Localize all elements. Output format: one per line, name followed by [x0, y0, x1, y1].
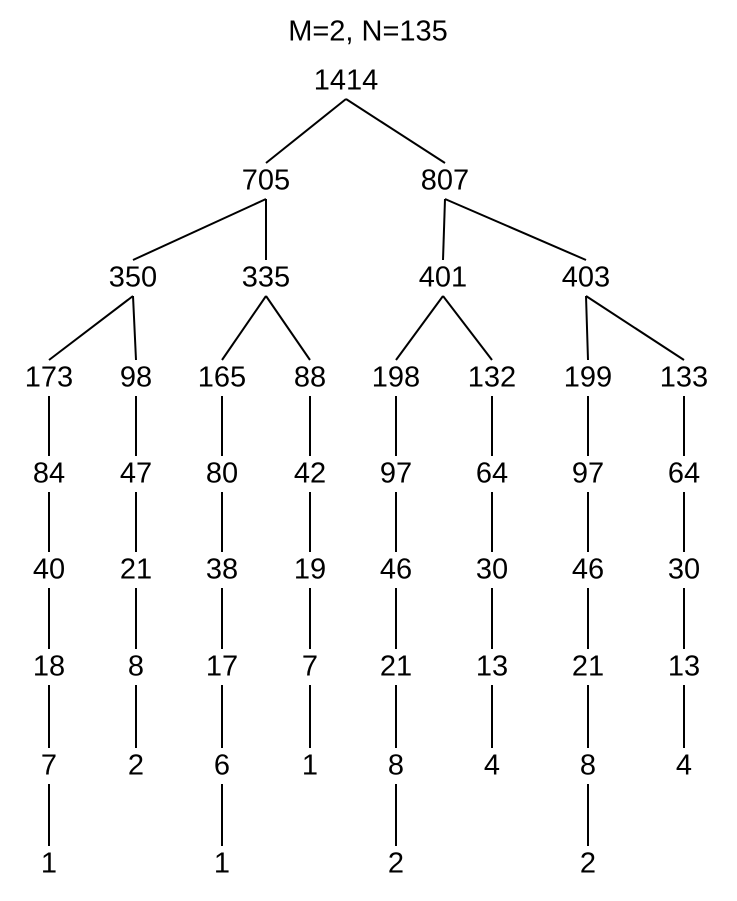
tree-node: 2 — [387, 847, 405, 880]
tree-node: 64 — [667, 457, 701, 490]
tree-node: 2 — [127, 749, 145, 782]
tree-node: 1414 — [313, 64, 379, 97]
tree-node: 17 — [205, 650, 239, 683]
tree-node: 198 — [371, 361, 421, 394]
tree-edge — [443, 199, 445, 260]
tree-node: 4 — [483, 749, 501, 782]
diagram-title: M=2, N=135 — [288, 15, 448, 48]
tree-edge — [49, 296, 133, 360]
tree-node: 2 — [579, 847, 597, 880]
tree-node: 165 — [197, 361, 247, 394]
tree-node: 6 — [213, 749, 231, 782]
tree-node: 18 — [32, 650, 66, 683]
tree-node: 88 — [293, 361, 327, 394]
tree-edge — [346, 99, 445, 163]
tree-node: 8 — [387, 749, 405, 782]
tree-edge — [266, 296, 310, 360]
tree-node: 97 — [379, 457, 413, 490]
tree-node: 133 — [659, 361, 709, 394]
tree-node: 1 — [301, 749, 319, 782]
tree-node: 7 — [301, 650, 319, 683]
tree-node: 807 — [420, 164, 470, 197]
tree-edge — [445, 199, 586, 260]
tree-edge — [133, 199, 266, 260]
tree-node: 19 — [293, 553, 327, 586]
tree-edge — [586, 296, 588, 360]
tree-node: 30 — [475, 553, 509, 586]
tree-node: 38 — [205, 553, 239, 586]
tree-edge — [396, 296, 443, 360]
tree-node: 7 — [40, 749, 58, 782]
tree-edge — [133, 296, 136, 360]
tree-node: 21 — [119, 553, 153, 586]
tree-node: 98 — [119, 361, 153, 394]
tree-node: 21 — [379, 650, 413, 683]
tree-node: 80 — [205, 457, 239, 490]
tree-node: 46 — [379, 553, 413, 586]
tree-node: 8 — [127, 650, 145, 683]
tree-node: 64 — [475, 457, 509, 490]
tree-node: 21 — [571, 650, 605, 683]
tree-node: 46 — [571, 553, 605, 586]
tree-node: 1 — [213, 847, 231, 880]
tree-node: 403 — [561, 261, 611, 294]
tree-node: 47 — [119, 457, 153, 490]
tree-node: 13 — [667, 650, 701, 683]
tree-node: 8 — [579, 749, 597, 782]
tree-node: 40 — [32, 553, 66, 586]
tree-edge — [586, 296, 684, 360]
tree-node: 705 — [241, 164, 291, 197]
tree-node: 199 — [563, 361, 613, 394]
tree-node: 401 — [418, 261, 468, 294]
tree-node: 30 — [667, 553, 701, 586]
tree-node: 42 — [293, 457, 327, 490]
tree-edge — [266, 99, 346, 163]
tree-node: 335 — [241, 261, 291, 294]
tree-edge — [443, 296, 492, 360]
tree-node: 173 — [24, 361, 74, 394]
tree-node: 84 — [32, 457, 66, 490]
tree-node: 1 — [40, 847, 58, 880]
tree-node: 132 — [467, 361, 517, 394]
tree-edge — [222, 296, 266, 360]
tree-node: 4 — [675, 749, 693, 782]
tree-node: 97 — [571, 457, 605, 490]
tree-node: 13 — [475, 650, 509, 683]
tree-node: 350 — [108, 261, 158, 294]
